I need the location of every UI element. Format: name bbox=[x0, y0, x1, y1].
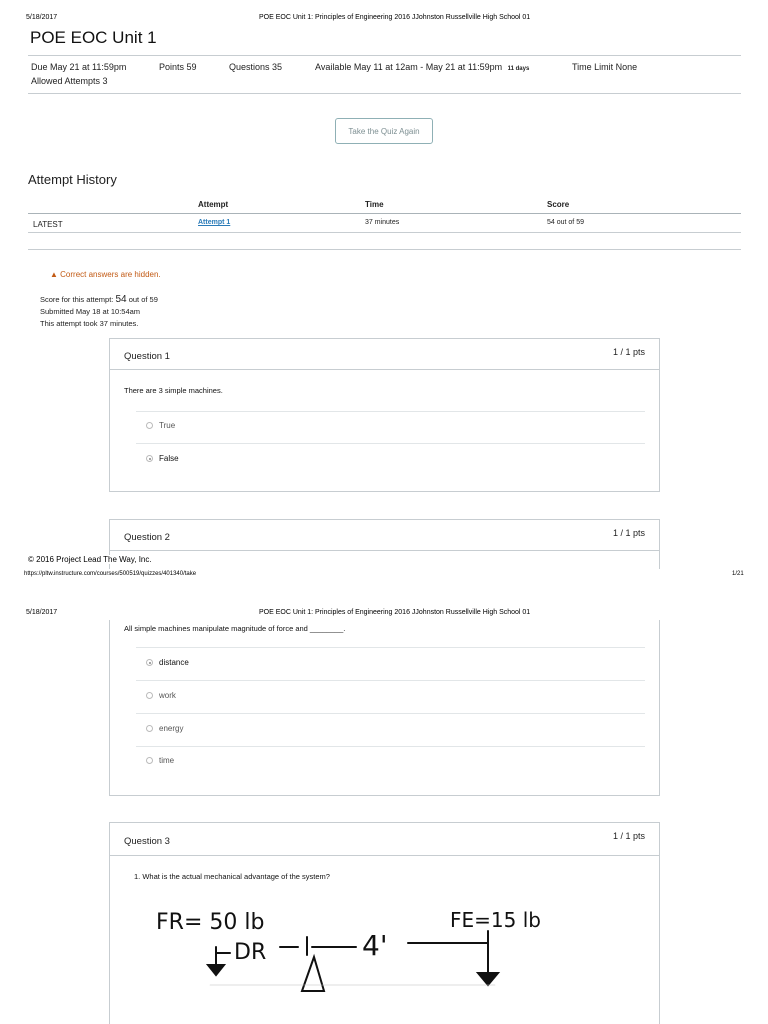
radio-icon bbox=[146, 692, 153, 699]
answer-label: True bbox=[159, 421, 176, 430]
answer-option[interactable] bbox=[146, 421, 175, 430]
answer-label: time bbox=[159, 756, 175, 765]
due-date: Due May 21 at 11:59pm bbox=[31, 62, 127, 72]
radio-selected-icon bbox=[146, 659, 153, 666]
question-2-card bbox=[109, 519, 660, 569]
answer-label: False bbox=[159, 454, 179, 463]
question-header bbox=[110, 339, 659, 370]
page-title: POE EOC Unit 1 bbox=[30, 28, 157, 47]
print-doc-title: POE EOC Unit 1: Principles of Engineering 2016 JJohnston Russellville High School 01 bbox=[259, 14, 531, 21]
lever-diagram bbox=[150, 893, 570, 1023]
answer-divider bbox=[136, 411, 645, 412]
attempt-time: 37 minutes bbox=[365, 219, 400, 226]
score-suffix: out of 59 bbox=[128, 295, 158, 304]
print-date: 5/18/2017 bbox=[26, 14, 58, 21]
duration-info: This attempt took 37 minutes. bbox=[40, 319, 139, 328]
answer-divider bbox=[136, 680, 645, 681]
attempt-score: 54 out of 59 bbox=[547, 219, 584, 226]
answer-option[interactable] bbox=[146, 756, 174, 765]
column-header-attempt: Attempt bbox=[198, 200, 229, 209]
attempt-history-heading: Attempt History bbox=[28, 172, 117, 187]
divider bbox=[28, 249, 741, 250]
question-text: All simple machines manipulate magnitude of force and ________. bbox=[124, 624, 346, 633]
distance-label: 4' bbox=[362, 929, 388, 962]
radio-icon bbox=[146, 757, 153, 764]
answer-label: energy bbox=[159, 724, 184, 733]
effort-force-label: FE=15 lb bbox=[450, 908, 541, 932]
answer-divider bbox=[136, 713, 645, 714]
question-points: 1 / 1 pts bbox=[612, 831, 645, 841]
warning-icon: ▲ bbox=[50, 270, 58, 279]
availability-text: Available May 11 at 12am - May 21 at 11:59pm bbox=[315, 62, 503, 72]
time-limit-info: Time Limit None bbox=[572, 62, 638, 72]
availability-days: 11 days bbox=[507, 66, 530, 72]
submitted-info: Submitted May 18 at 10:54am bbox=[40, 307, 141, 316]
question-1-card bbox=[109, 338, 660, 492]
divider bbox=[28, 232, 741, 233]
question-points: 1 / 1 pts bbox=[612, 347, 645, 357]
availability-info bbox=[315, 62, 529, 72]
question-title: Question 2 bbox=[124, 532, 170, 543]
question-title: Question 1 bbox=[124, 351, 170, 362]
answer-divider bbox=[136, 443, 645, 444]
page-url: https://pltw.instructure.com/courses/500519/quizzes/401340/take bbox=[24, 571, 197, 577]
question-title: Question 3 bbox=[124, 836, 170, 847]
allowed-attempts-info: Allowed Attempts 3 bbox=[31, 76, 108, 86]
column-header-score: Score bbox=[547, 200, 570, 209]
warning-text: Correct answers are hidden. bbox=[60, 270, 161, 279]
question-2-card-continued bbox=[109, 620, 660, 796]
answer-label: distance bbox=[159, 658, 189, 667]
print-doc-title: POE EOC Unit 1: Principles of Engineering 2016 JJohnston Russellville High School 01 bbox=[259, 609, 531, 616]
print-date: 5/18/2017 bbox=[26, 609, 58, 616]
attempt-link[interactable]: Attempt 1 bbox=[198, 219, 231, 226]
question-text: There are 3 simple machines. bbox=[124, 386, 223, 395]
answer-divider bbox=[136, 647, 645, 648]
divider bbox=[28, 93, 741, 94]
points-info: Points 59 bbox=[159, 62, 197, 72]
answer-option[interactable] bbox=[146, 691, 176, 700]
table-header-divider bbox=[28, 213, 741, 214]
answer-option[interactable] bbox=[146, 724, 183, 733]
answer-option-selected[interactable] bbox=[146, 658, 189, 667]
resistance-distance-label: DR bbox=[234, 940, 267, 965]
questions-info: Questions 35 bbox=[229, 62, 283, 72]
page-number: 1/21 bbox=[732, 571, 744, 577]
answer-label: work bbox=[159, 691, 176, 700]
radio-icon bbox=[146, 422, 153, 429]
load-force-label: FR= 50 lb bbox=[156, 910, 265, 935]
attempt-score-line bbox=[40, 294, 158, 305]
hidden-answers-notice bbox=[50, 270, 161, 279]
copyright: © 2016 Project Lead The Way, Inc. bbox=[28, 555, 152, 564]
question-text: 1. What is the actual mechanical advantage of the system? bbox=[134, 872, 330, 881]
question-header bbox=[110, 823, 659, 856]
take-quiz-again-button[interactable]: Take the Quiz Again bbox=[335, 118, 433, 144]
column-header-time: Time bbox=[365, 200, 384, 209]
radio-icon bbox=[146, 725, 153, 732]
question-header bbox=[110, 520, 659, 551]
radio-selected-icon bbox=[146, 455, 153, 462]
question-points: 1 / 1 pts bbox=[612, 528, 645, 538]
latest-label: LATEST bbox=[33, 220, 63, 229]
answer-divider bbox=[136, 746, 645, 747]
score-value: 54 bbox=[115, 294, 127, 305]
score-prefix: Score for this attempt: bbox=[40, 295, 114, 304]
divider bbox=[28, 55, 741, 56]
question-3-card bbox=[109, 822, 660, 1024]
answer-option-selected[interactable] bbox=[146, 454, 179, 463]
